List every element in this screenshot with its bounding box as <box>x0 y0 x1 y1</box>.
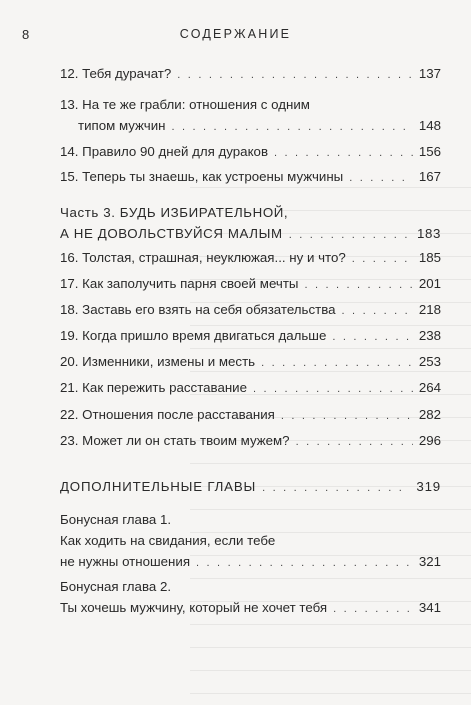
toc-entry-15[interactable] <box>60 169 441 186</box>
toc-title: 20. Изменники, измены и месть <box>60 354 256 369</box>
toc-page: 167 <box>418 169 441 184</box>
page-number: 8 <box>22 27 30 42</box>
toc-title: 21. Как пережить расставание <box>60 380 248 395</box>
toc-page: 156 <box>418 144 441 159</box>
toc-page: 282 <box>418 407 441 422</box>
toc-bonus-2[interactable] <box>60 579 441 617</box>
leader-dots <box>253 381 413 397</box>
leader-dots <box>304 277 412 293</box>
toc-page: 253 <box>418 354 441 369</box>
toc-entry-17[interactable] <box>60 276 441 293</box>
leader-dots <box>281 408 413 424</box>
part-title-line-1: Часть 3. БУДЬ ИЗБИРАТЕЛЬНОЙ, <box>60 205 289 220</box>
part-title-line-2: А НЕ ДОВОЛЬСТВУЙСЯ МАЛЫМ <box>60 226 283 241</box>
leader-dots <box>332 329 412 345</box>
leader-dots <box>289 227 411 243</box>
toc-extra-chapters[interactable] <box>60 479 441 496</box>
leader-dots <box>262 480 410 496</box>
leader-dots <box>274 145 413 161</box>
toc-title: 14. Правило 90 дней для дураков <box>60 144 269 159</box>
toc-title-line-2: типом мужчин <box>78 118 166 133</box>
toc-page: 201 <box>418 276 441 291</box>
toc-page: 183 <box>417 226 441 241</box>
toc-entry-16[interactable] <box>60 250 441 267</box>
leader-dots <box>261 355 413 371</box>
toc-entry-18[interactable] <box>60 302 441 319</box>
toc-title: 22. Отношения после расставания <box>60 407 275 422</box>
toc-title-line-1: 13. На те же грабли: отношения с одним <box>60 97 310 112</box>
toc-title-line-2: не нужны отношения <box>60 554 191 569</box>
toc-page: 296 <box>418 433 441 448</box>
toc-title-line-1: Как ходить на свидания, если тебе <box>60 533 276 548</box>
leader-dots <box>333 601 413 617</box>
bonus-label: Бонусная глава 1. <box>60 512 172 527</box>
leader-dots <box>349 170 413 186</box>
section-title: ДОПОЛНИТЕЛЬНЫЕ ГЛАВЫ <box>60 479 257 494</box>
toc-page: 218 <box>418 302 441 317</box>
toc-page: 137 <box>418 66 441 81</box>
toc-entry-22[interactable] <box>60 407 441 424</box>
leader-dots <box>296 434 413 450</box>
leader-dots <box>196 555 413 571</box>
toc-page: 185 <box>418 250 441 265</box>
toc-entry-21[interactable] <box>60 380 441 397</box>
toc-entry-13[interactable] <box>60 97 441 135</box>
toc-title: 12. Тебя дурачат? <box>60 66 172 81</box>
toc-title: Ты хочешь мужчину, который не хочет тебя <box>60 600 328 615</box>
toc-page: 341 <box>418 600 441 615</box>
toc-page: 321 <box>418 554 441 569</box>
toc-page: 148 <box>418 118 441 133</box>
toc-entry-19[interactable] <box>60 328 441 345</box>
bonus-label: Бонусная глава 2. <box>60 579 172 594</box>
toc-entry-23[interactable] <box>60 433 441 450</box>
toc-page: 238 <box>418 328 441 343</box>
leader-dots <box>177 67 413 83</box>
running-head: СОДЕРЖАНИЕ <box>179 27 292 41</box>
toc-title: 19. Когда пришло время двигаться дальше <box>60 328 327 343</box>
leader-dots <box>171 119 412 135</box>
toc-entry-12[interactable] <box>60 66 441 83</box>
leader-dots <box>342 303 413 319</box>
toc-page: 319 <box>416 479 441 494</box>
toc-page: 264 <box>418 380 441 395</box>
toc-title: 23. Может ли он стать твоим мужем? <box>60 433 290 448</box>
toc-title: 15. Теперь ты знаешь, как устроены мужчины <box>60 169 344 184</box>
toc-title: 16. Толстая, страшная, неуклюжая... ну и что? <box>60 250 346 265</box>
toc-bonus-1[interactable] <box>60 512 441 571</box>
toc-part-3[interactable] <box>60 205 441 243</box>
toc-entry-20[interactable] <box>60 354 441 371</box>
toc-title: 18. Заставь его взять на себя обязательства <box>60 302 336 317</box>
toc-title: 17. Как заполучить парня своей мечты <box>60 276 299 291</box>
leader-dots <box>352 251 413 267</box>
toc-entry-14[interactable] <box>60 144 441 161</box>
